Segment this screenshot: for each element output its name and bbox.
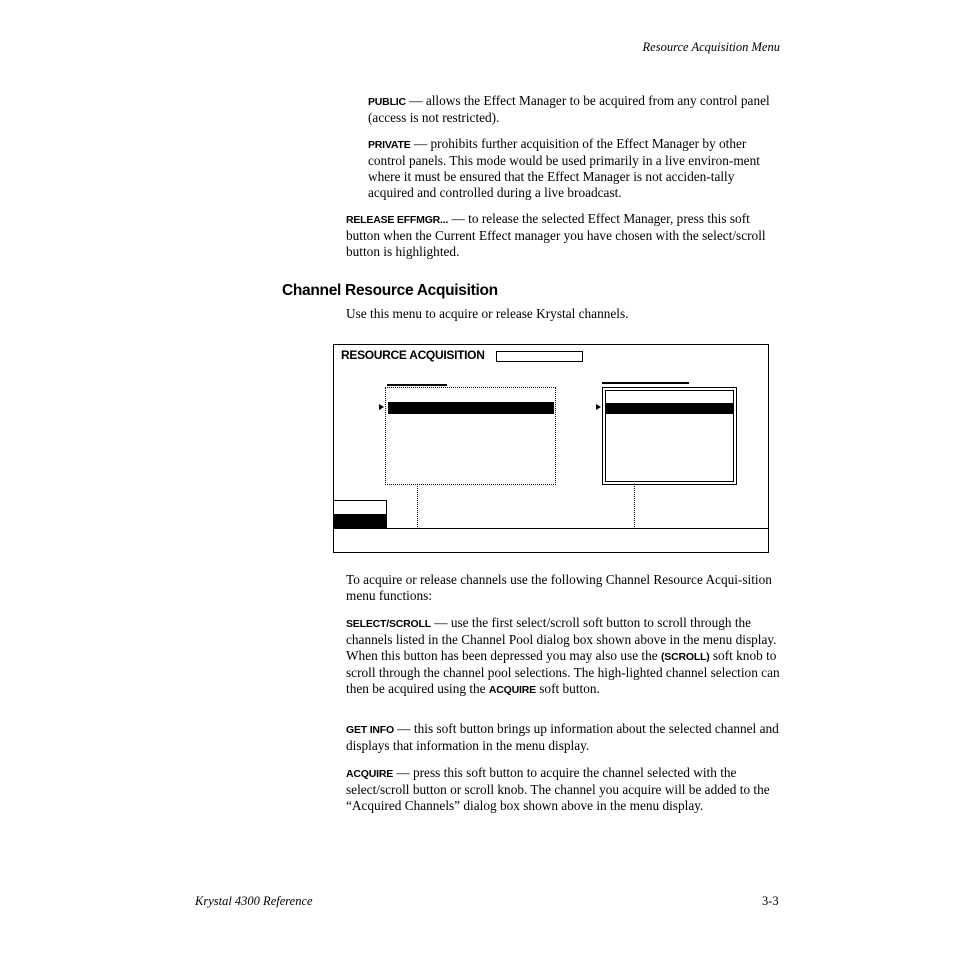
scroll-keyword: (SCROLL) xyxy=(661,651,710,663)
select-scroll-text-3: soft button. xyxy=(535,681,600,696)
select-scroll-text-2: soft knob to scroll through the channel pool selections. The high-lighted channel selection can then be acquired using the xyxy=(346,648,780,696)
acquired-channels-tab xyxy=(602,382,689,384)
get-info-paragraph xyxy=(346,721,782,754)
acquire-keyword: ACQUIRE xyxy=(346,768,394,780)
select-scroll-text-1: — use the first select/scroll soft button to scroll through the channels listed in the Channel Pool dialog box shown above in the menu display. When this button has been depressed you may also use the xyxy=(346,615,777,663)
select-scroll-paragraph xyxy=(346,615,782,698)
public-paragraph xyxy=(368,93,778,126)
acquired-leader-line xyxy=(634,486,635,527)
footer-book-title: Krystal 4300 Reference xyxy=(195,894,313,908)
private-keyword: PRIVATE xyxy=(368,139,411,151)
channel-pool-tab xyxy=(387,384,447,386)
get-info-text: — this soft button brings up information about the selected channel and displays that information in the menu display. xyxy=(346,721,779,753)
public-keyword: PUBLIC xyxy=(368,96,406,108)
acquire-text: — press this soft button to acquire the channel selected with the select/scroll button or scroll knob. The channel you acquire will be added to the “Acquired Channels” dialog box shown above in the menu display. xyxy=(346,765,770,813)
pool-pointer-icon xyxy=(379,404,384,410)
channel-pool-highlight xyxy=(388,402,554,414)
private-paragraph xyxy=(368,136,780,201)
acquire-paragraph xyxy=(346,765,782,814)
release-effmgr-keyword: RELEASE EFFMGR... xyxy=(346,214,449,226)
release-effmgr-paragraph xyxy=(346,211,782,260)
get-info-keyword: GET INFO xyxy=(346,724,394,736)
section-intro: Use this menu to acquire or release Krystal channels. xyxy=(346,306,629,321)
soft-button-upper xyxy=(333,500,387,515)
menu-title-field xyxy=(496,351,583,362)
release-effmgr-text: — to release the selected Effect Manager, press this soft button when the Current Effect manager you have chosen with the select/scroll button is highlighted. xyxy=(346,211,766,259)
acquire-inline-keyword: ACQUIRE xyxy=(488,684,536,696)
select-scroll-keyword: SELECT/SCROLL xyxy=(346,618,431,630)
running-header: Resource Acquisition Menu xyxy=(642,40,780,54)
select-scroll-leader-line xyxy=(417,486,418,527)
menu-display-title: RESOURCE ACQUISITION xyxy=(341,348,485,362)
section-heading: Channel Resource Acquisition xyxy=(282,282,498,299)
soft-button-lower xyxy=(333,515,387,529)
acquired-channels-highlight xyxy=(606,403,733,414)
soft-button-bar-divider xyxy=(333,528,769,529)
private-text: — prohibits further acquisition of the Effect Manager by other control panels. This mode would be used primarily in a live environ-ment where it must be ensured that the Effect Manager is not acciden-tally acquired and controlled during a live broadcast. xyxy=(368,136,760,200)
functions-intro: To acquire or release channels use the following Channel Resource Acqui-sition menu functions: xyxy=(346,572,772,603)
public-text: — allows the Effect Manager to be acquired from any control panel (access is not restricted). xyxy=(368,93,770,125)
acquired-pointer-icon xyxy=(596,404,601,410)
footer-page-number: 3-3 xyxy=(762,894,779,908)
